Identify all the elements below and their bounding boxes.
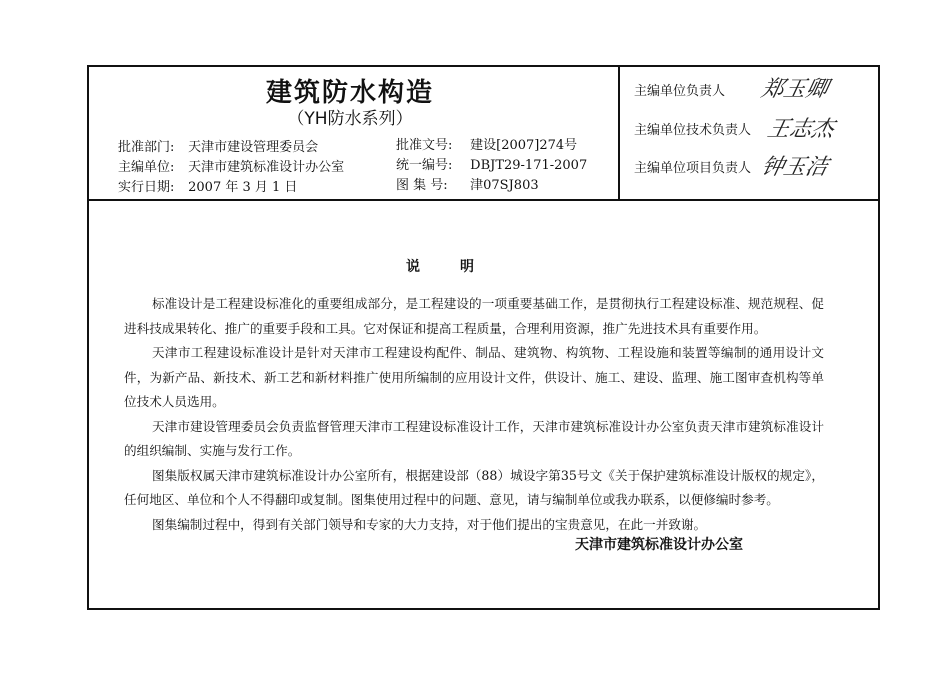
section-heading: 说明 (406, 259, 514, 275)
document-title: 建筑防水构造 (265, 78, 434, 108)
paragraph: 天津市建设管理委员会负责监督管理天津市工程建设标准设计工作，天津市建筑标准设计办公室负责天津市建筑标准设计的组织编制、实施与发行工作。 (124, 418, 824, 458)
unified-number-label: 统一编号: (396, 158, 453, 173)
editor-unit (118, 156, 344, 175)
approval-dept-value: 天津市建设管理委员会 (188, 140, 319, 155)
header-divider (87, 199, 880, 201)
paragraph: 标准设计是工程建设标准化的重要组成部分，是工程建设的一项重要基础工作，是贯彻执行工程建设标准、规范规程、促进科技成果转化、推广的重要手段和工具。它对保证和提高工程质量，合理利用资源，推广先进技术具有重要作用。 (124, 296, 824, 336)
approval-dept-label: 批准部门: (118, 140, 175, 155)
approval-dept (118, 136, 318, 155)
editor-unit-label: 主编单位: (118, 160, 175, 175)
issuing-office-signoff: 天津市建筑标准设计办公室 (575, 537, 743, 553)
atlas-number (396, 174, 539, 193)
approval-number-label: 批准文号: (396, 138, 453, 153)
effective-date-label: 实行日期: (118, 180, 175, 195)
unified-number-value: DBJT29-171-2007 (470, 158, 588, 173)
atlas-number-label: 图 集 号: (396, 178, 448, 193)
effective-date-value: 2007 年 3 月 1 日 (188, 180, 298, 195)
chief-editor-role: 主编单位负责人 (634, 84, 726, 99)
unified-number (396, 154, 587, 173)
technical-lead-signature: 王志杰 (764, 117, 837, 142)
technical-lead-role: 主编单位技术负责人 (634, 123, 752, 138)
project-lead-role: 主编单位项目负责人 (634, 161, 752, 176)
paragraph: 天津市工程建设标准设计是针对天津市工程建设构配件、制品、建筑物、构筑物、工程设施和装置等编制的通用设计文件，为新产品、新技术、新工艺和新材料推广使用所编制的应用设计文件，供设计、施工、建设、监理、施工图审查机构等单位技术人员选用。 (124, 345, 824, 409)
paragraph: 图集编制过程中，得到有关部门领导和专家的大力支持，对于他们提出的宝贵意见，在此一并致谢。 (152, 516, 707, 532)
paragraph: 图集版权属天津市建筑标准设计办公室所有，根据建设部（88）城设字第35号文《关于保护建筑标准设计版权的规定》，任何地区、单位和个人不得翻印或复制。图集使用过程中的问题、意见，请与编制单位或我办联系，以便修编时参考。 (124, 467, 824, 507)
approval-number (396, 134, 577, 153)
approval-number-value: 建设[2007]274号 (470, 138, 578, 153)
description-body (124, 292, 824, 537)
project-lead-signature: 钟玉洁 (758, 155, 831, 180)
chief-editor-signature: 郑玉卿 (758, 77, 831, 102)
editor-unit-value: 天津市建筑标准设计办公室 (188, 160, 345, 175)
effective-date (118, 176, 297, 195)
header-vertical-divider (618, 65, 620, 200)
document-subtitle: （YH防水系列） (287, 109, 413, 129)
atlas-number-value: 津07SJ803 (470, 178, 539, 193)
